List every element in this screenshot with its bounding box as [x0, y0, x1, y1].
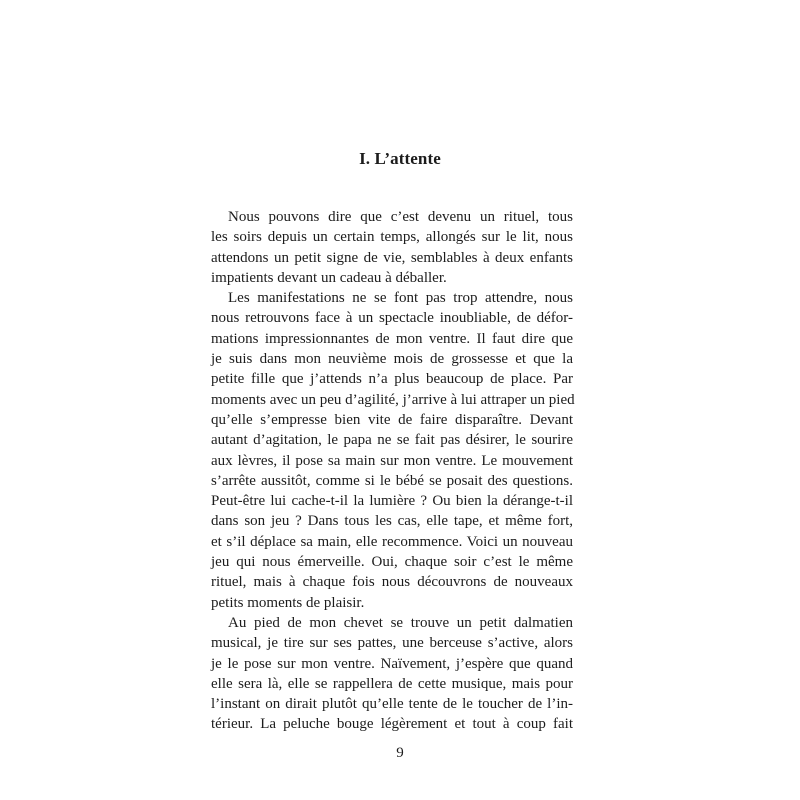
text-line: l’instant on dirait plutôt qu’elle tente de le toucher de l’in- — [211, 696, 573, 713]
text-line: les soirs depuis un certain temps, allongés sur le lit, nous — [211, 229, 573, 246]
text-line: elle sera là, elle se rappellera de cette musique, mais pour — [211, 675, 573, 692]
text-line: attendons un petit signe de vie, semblables à deux enfants — [211, 249, 573, 266]
text-line: Nous pouvons dire que c’est devenu un rituel, tous — [228, 209, 573, 225]
text-line: moments avec un peu d’agilité, j’arrive à lui attraper un pied — [211, 391, 575, 408]
text-line: musical, je tire sur ses pattes, une berceuse s’active, alors — [211, 635, 573, 652]
text-line: Les manifestations ne se font pas trop attendre, nous — [228, 290, 573, 307]
text-line: et s’il déplace sa main, elle recommence. Voici un nouveau — [211, 533, 573, 550]
text-line: Au pied de mon chevet se trouve un petit dalmatien — [228, 614, 573, 631]
text-line: térieur. La peluche bouge légèrement et tout à coup fait — [211, 716, 573, 733]
text-line: je suis dans mon neuvième mois de grossesse et que la — [211, 351, 573, 368]
text-line: autant d’agitation, le papa ne se fait pas désirer, le sourire — [211, 432, 573, 449]
text-line: mations impressionnantes de mon ventre. Il faut dire que — [211, 330, 573, 347]
text-line: je le pose sur mon ventre. Naïvement, j’espère que quand — [211, 655, 573, 672]
text-line: jeu qui nous émerveille. Oui, chaque soir c’est le même — [211, 554, 573, 571]
page-number: 9 — [396, 745, 404, 761]
chapter-title: I. L’attente — [359, 149, 441, 168]
text-line: s’arrête aussitôt, comme si le bébé se posait des questions. — [211, 472, 573, 489]
text-line: dans son jeu ? Dans tous les cas, elle tape, et même fort, — [211, 513, 573, 530]
text-line: Peut-être lui cache-t-il la lumière ? Ou bien la dérange-t-il — [211, 493, 573, 510]
text-line: rituel, mais à chaque fois nous découvrons de nouveaux — [211, 574, 573, 591]
text-line: petits moments de plaisir. — [211, 594, 365, 611]
text-line: aux lèvres, il pose sa main sur mon ventre. Le mouvement — [211, 452, 573, 469]
text-line: nous retrouvons face à un spectacle inoubliable, de défor- — [211, 310, 573, 327]
text-line: qu’elle s’empresse bien vite de faire disparaître. Devant — [211, 411, 573, 428]
text-line: petite fille que j’attends n’a plus beaucoup de place. Par — [211, 371, 573, 388]
body-text — [211, 207, 573, 735]
text-line: impatients devant un cadeau à déballer. — [211, 269, 447, 286]
